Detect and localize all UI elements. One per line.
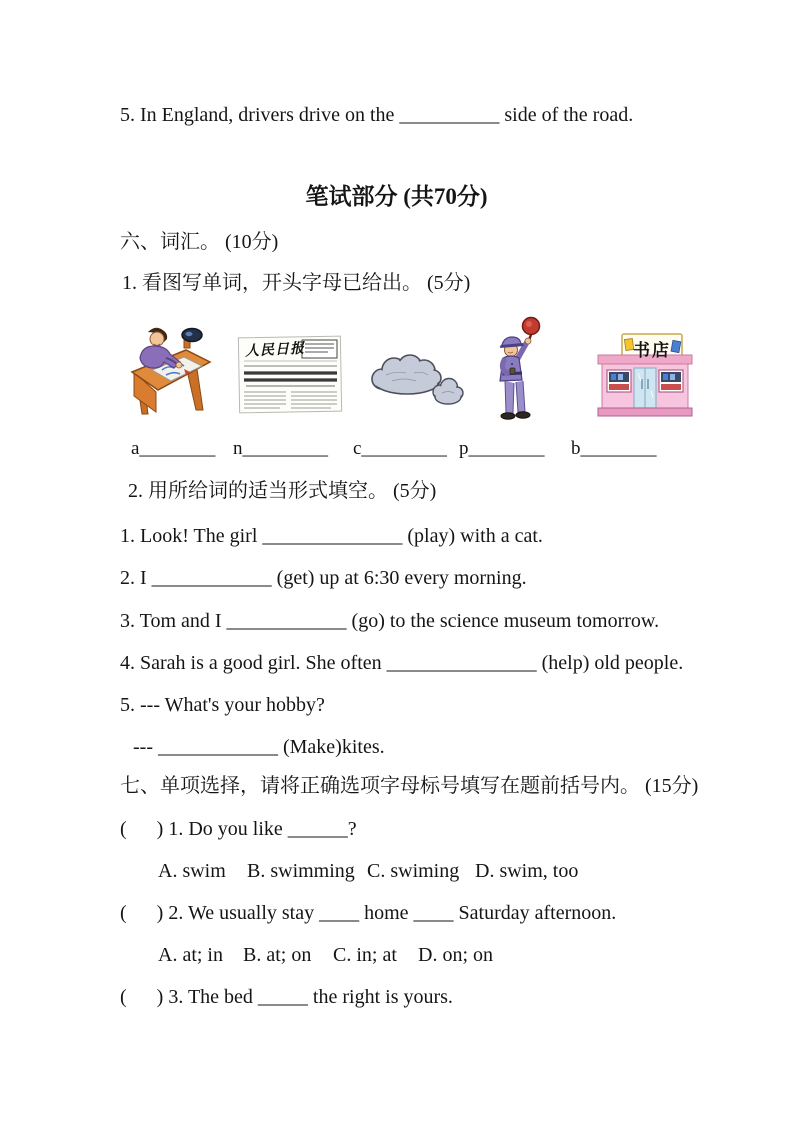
written-part-header: 笔试部分 (共70分): [305, 184, 488, 209]
q1-option-a: A. swim: [158, 860, 226, 882]
q2-option-a: A. at; in: [158, 944, 223, 966]
q2-option-c: C. in; at: [333, 944, 397, 966]
picture-blank-c: c_________: [353, 438, 447, 459]
fill-item-4: 4. Sarah is a good girl. She often _______________ (help) old people.: [120, 652, 684, 674]
section6-part2-instruction: 2. 用所给词的适当形式填空。 (5分): [128, 480, 437, 502]
picture-blank-a: a________: [131, 438, 216, 459]
picture-blank-b: b________: [571, 438, 657, 459]
section6-part1-instruction: 1. 看图写单词，开头字母已给出。 (5分): [122, 272, 471, 294]
q2-option-d: D. on; on: [418, 944, 493, 966]
clouds-picture: [366, 343, 464, 411]
choice-question-2-stem: ( ) 2. We usually stay ____ home ____ Saturday afternoon.: [120, 902, 617, 924]
fill-item-2: 2. I ____________ (get) up at 6:30 every morning.: [120, 567, 527, 589]
bookshop-sign-text: 书店: [633, 341, 671, 360]
choice-question-3-stem: ( ) 3. The bed _____ the right is yours.: [120, 986, 453, 1008]
section6-heading: 六、词汇。 (10分): [120, 231, 279, 253]
listening-question-5: 5. In England, drivers drive on the __________ side of the road.: [120, 104, 634, 126]
section7-heading: 七、单项选择，请将正确选项字母标号填写在题前括号内。 (15分): [120, 775, 699, 797]
q1-option-c: C. swiming: [367, 860, 460, 882]
fill-item-5: 5. --- What's your hobby?: [120, 694, 325, 716]
fill-item-1: 1. Look! The girl ______________ (play) with a cat.: [120, 525, 543, 547]
q2-option-b: B. at; on: [243, 944, 312, 966]
fill-item-3: 3. Tom and I ____________ (go) to the science museum tomorrow.: [120, 610, 660, 632]
newspaper-masthead-text: 人民日报: [244, 341, 306, 360]
q1-option-b: B. swimming: [247, 860, 355, 882]
hand-held-item: [510, 368, 515, 374]
police-officer-picture: [490, 316, 548, 426]
q1-option-d: D. swim, too: [475, 860, 579, 882]
artist-body: [140, 346, 180, 368]
fill-item-5-answer: --- ____________ (Make)kites.: [133, 736, 385, 758]
picture-blank-n: n_________: [233, 438, 328, 459]
picture-blank-p: p________: [459, 438, 545, 459]
artist-picture: [126, 322, 214, 418]
choice-question-1-stem: ( ) 1. Do you like ______?: [120, 818, 357, 840]
